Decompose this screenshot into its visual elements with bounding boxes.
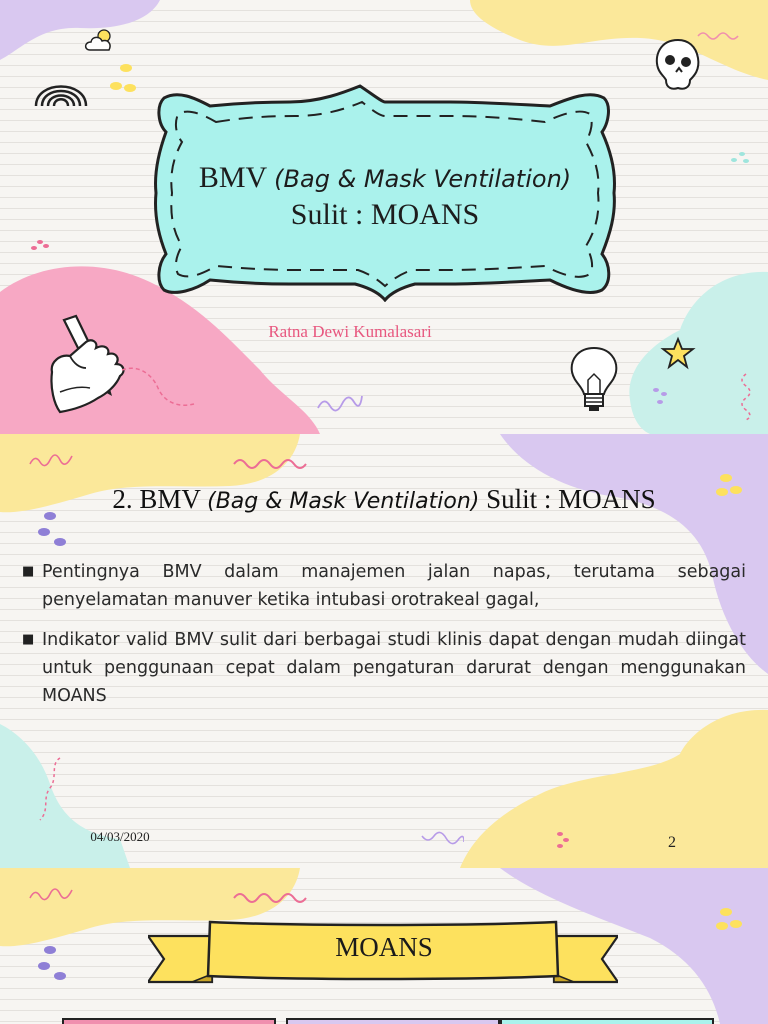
- card-top-pink: [62, 1018, 276, 1024]
- bullet-list: [20, 558, 746, 722]
- title-italic: (Bag & Mask Ventilation): [274, 165, 572, 193]
- bullet-square-icon: ■: [22, 632, 35, 647]
- squiggle-icon: [420, 830, 464, 846]
- heading-suffix: Sulit : MOANS: [479, 484, 656, 514]
- squiggle-icon: [734, 372, 758, 422]
- bullet-item: [20, 626, 746, 710]
- heading-italic: (Bag & Mask Ventilation): [207, 489, 480, 514]
- yellow-dots-icon: [712, 904, 746, 936]
- heading-prefix: 2. BMV: [112, 484, 208, 514]
- mint-dots-icon: [728, 146, 752, 166]
- rainbow-icon: [30, 62, 92, 110]
- lightbulb-icon: [566, 344, 622, 416]
- squiggle-icon: [118, 360, 198, 420]
- skull-icon: [652, 36, 704, 94]
- card-top-teal: [500, 1018, 714, 1024]
- slide-content: [0, 434, 768, 868]
- bullet-square-icon: ■: [22, 564, 35, 579]
- squiggle-icon: [30, 754, 70, 824]
- card-top-lavender: [286, 1018, 500, 1024]
- title-prefix: BMV: [198, 161, 275, 194]
- squiggle-icon: [316, 390, 364, 414]
- title-line2: Sulit : MOANS: [290, 198, 480, 231]
- slide-heading: [0, 484, 768, 515]
- cloud-sun-icon: [84, 28, 116, 54]
- star-icon: [660, 336, 696, 370]
- purple-dots-icon: [650, 384, 674, 408]
- squiggle-icon: [232, 454, 314, 478]
- slide-date: 04/03/2020: [90, 829, 150, 844]
- pink-dots-icon: [28, 234, 52, 254]
- author-name: Ratna Dewi Kumalasari: [268, 322, 432, 341]
- bullet-item: [20, 558, 746, 614]
- bullet-text: Indikator valid BMV sulit dari berbagai studi klinis dapat dengan mudah diingat untuk penggunaan cepat dalam pengaturan darurat dengan menggunakan MOANS: [42, 630, 746, 706]
- squiggle-icon: [696, 28, 740, 42]
- ribbon-title: MOANS: [335, 932, 433, 962]
- slide-title: [0, 0, 768, 434]
- page-number: 2: [668, 834, 676, 851]
- slide-moans: [0, 868, 768, 1024]
- purple-dots-icon: [36, 942, 70, 984]
- slide-title-text: [150, 160, 620, 233]
- yellow-dots-icon: [108, 62, 138, 94]
- pink-dots-icon: [552, 828, 576, 852]
- squiggle-icon: [232, 888, 314, 912]
- squiggle-icon: [28, 452, 74, 468]
- bullet-text: Pentingnya BMV dalam manajemen jalan napas, terutama sebagai penyelamatan manuver ketika intubasi orotrakeal gagal,: [42, 562, 746, 610]
- squiggle-icon: [28, 886, 74, 902]
